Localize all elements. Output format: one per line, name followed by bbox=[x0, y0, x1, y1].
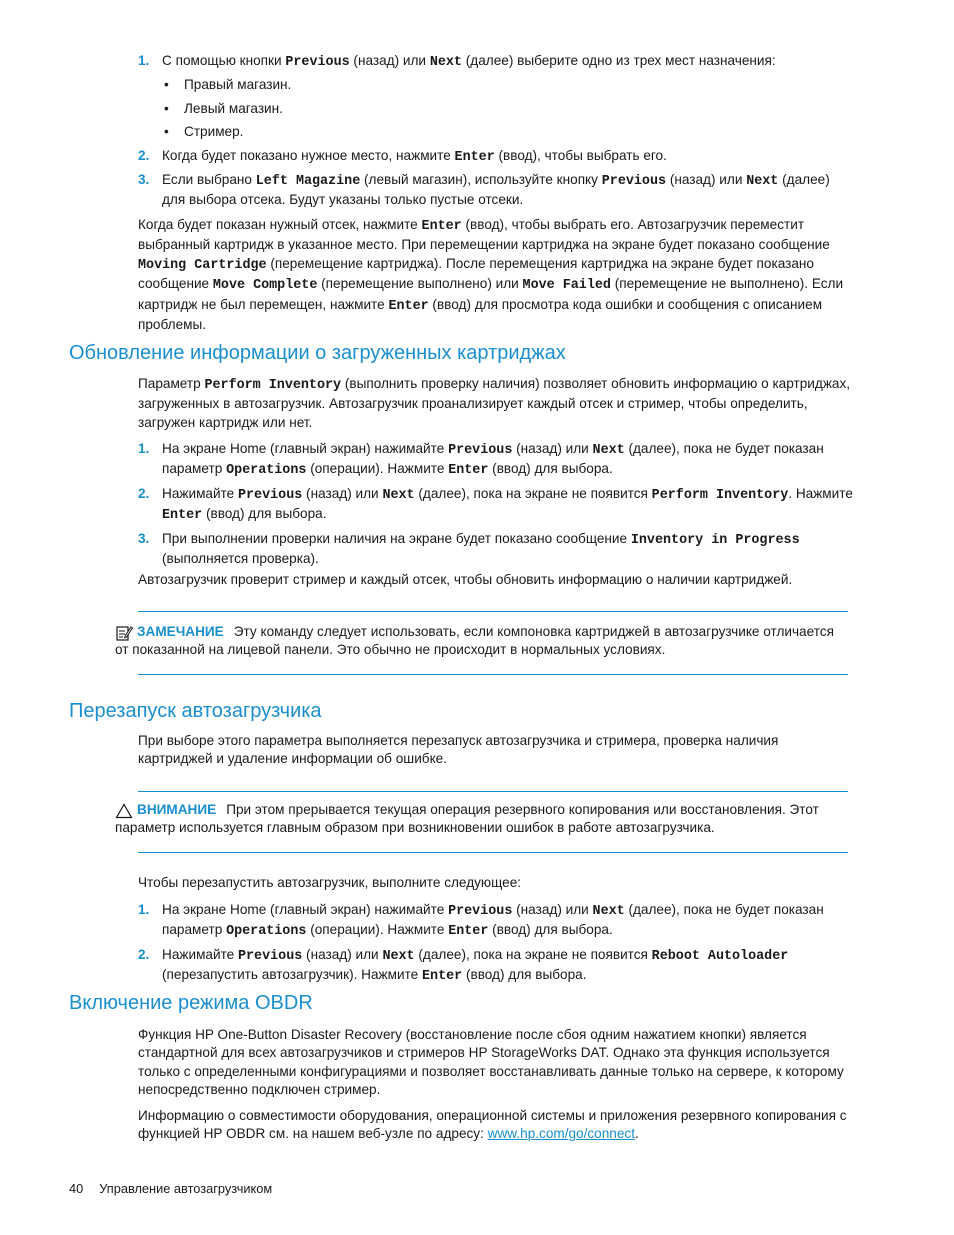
item-number: 2. bbox=[138, 485, 150, 501]
list-item: 3. При выполнении проверки наличия на экране будет показано сообщение Inventory in Progress (выполняется проверка). bbox=[138, 530, 800, 567]
note-text: Эту команду следует использовать, если компоновка картриджей в автозагрузчике отличается от показанной на лицевой панели. Это обычно не происходит в нормальных условиях. bbox=[115, 624, 834, 658]
list-item: 1. С помощью кнопки Previous (назад) или Next (далее) выберите одно из трех мест назначения: • Правый магазин. • Левый магазин. • Стример. bbox=[138, 52, 853, 142]
inventory-steps bbox=[138, 440, 853, 572]
item-number: 1. bbox=[138, 441, 150, 456]
bullet-item: • Правый магазин. bbox=[162, 76, 853, 94]
note-block bbox=[115, 623, 850, 660]
list-item: 2. Когда будет показано нужное место, нажмите Enter (ввод), чтобы выбрать его. bbox=[138, 147, 667, 165]
item-number: 1. bbox=[138, 902, 150, 917]
move-paragraph: Когда будет показан нужный отсек, нажмите Enter (ввод), чтобы выбрать его. Автозагрузчик переместит выбранный картридж в указанное место. При перемещении картриджа на экране будет показано сообщение Moving Cartridge (перемещение картриджа). После перемещения картриджа на экране будет показано сообщение Move Complete (перемещение выполнено) или Move Failed (перемещение не выполнено). Если картридж не был перемещен, нажмите Enter (ввод) для просмотра кода ошибки и сообщения с описанием проблемы. bbox=[138, 217, 844, 333]
bullet-item: • Стример. bbox=[162, 123, 853, 141]
reboot-lead: Чтобы перезапустить автозагрузчик, выполните следующее: bbox=[138, 875, 522, 890]
note-label: ЗАМЕЧАНИЕ bbox=[137, 624, 224, 639]
inventory-outro: Автозагрузчик проверит стример и каждый отсек, чтобы обновить информацию о наличии картриджей. bbox=[138, 572, 793, 587]
caution-block bbox=[115, 801, 850, 838]
obdr-paragraph-1: Функция HP One-Button Disaster Recovery (восстановление после сбоя одним нажатием кнопки) является стандартной для всех автозагрузчиков и стримеров HP StorageWorks DAT. Однако эта функция используется только с определенными конфигурациями и позволяет восстанавливать данные только на сервере, к которому непосредственно подключен стример. bbox=[138, 1027, 844, 1098]
page-number: 40 bbox=[69, 1181, 84, 1196]
list-item: 2. Нажимайте Previous (назад) или Next (далее), пока на экране не появится Reboot Autoloader (перезапустить автозагрузчик). Нажмите Enter (ввод) для выбора. bbox=[138, 946, 789, 985]
section-title-obdr: Включение режима OBDR bbox=[69, 992, 313, 1014]
destination-bullets bbox=[162, 76, 853, 141]
list-item: 2. Нажимайте Previous (назад) или Next (далее), пока на экране не появится Perform Inventory. Нажмите Enter (ввод) для выбора. bbox=[138, 485, 853, 524]
section-title-inventory: Обновление информации о загруженных картриджах bbox=[69, 342, 566, 364]
caution-text: При этом прерывается текущая операция резервного копирования или восстановления. Этот параметр используется главным образом при возникновении ошибок в работе автозагрузчика. bbox=[115, 802, 819, 836]
caution-top-rule bbox=[138, 791, 848, 792]
reboot-intro: При выборе этого параметра выполняется перезапуск автозагрузчика и стримера, проверка наличия картриджей и удаление информации об ошибке. bbox=[138, 733, 779, 767]
obdr-paragraph-2: Информацию о совместимости оборудования, операционной системы и приложения резервного копирования с функцией HP OBDR см. на нашем веб-узле по адресу: www.hp.com/go/connect. bbox=[138, 1108, 847, 1142]
top-numbered-list bbox=[138, 52, 853, 214]
caution-bottom-rule bbox=[138, 852, 848, 853]
list-item: 3. Если выбрано Left Magazine (левый магазин), используйте кнопку Previous (назад) или Next (далее) для выбора отсека. Будут указаны только пустые отсеки. bbox=[138, 172, 830, 208]
reboot-steps bbox=[138, 901, 853, 991]
hp-connect-link[interactable]: www.hp.com/go/connect bbox=[487, 1126, 635, 1142]
page-footer bbox=[69, 1180, 272, 1198]
caution-label: ВНИМАНИЕ bbox=[137, 802, 217, 817]
item-number: 3. bbox=[138, 530, 150, 546]
item-number: 2. bbox=[138, 147, 150, 163]
inventory-intro: Параметр Perform Inventory (выполнить проверку наличия) позволяет обновить информацию о картриджах, загруженных в автозагрузчик. Автозагрузчик проанализирует каждый отсек и стример, чтобы определить, загружен картридж или нет. bbox=[138, 376, 851, 430]
caution-triangle-icon bbox=[115, 802, 133, 820]
item-number: 3. bbox=[138, 172, 150, 188]
footer-section-name: Управление автозагрузчиком bbox=[99, 1181, 273, 1196]
note-top-rule bbox=[138, 611, 848, 612]
bullet-item: • Левый магазин. bbox=[162, 100, 853, 118]
section-title-reboot: Перезапуск автозагрузчика bbox=[69, 700, 322, 722]
note-bottom-rule bbox=[138, 674, 848, 675]
item-number: 1. bbox=[138, 53, 150, 68]
note-icon bbox=[115, 624, 133, 642]
list-item: 1. На экране Home (главный экран) нажимайте Previous (назад) или Next (далее), пока не будет показан параметр Operations (операции). Нажмите Enter (ввод) для выбора. bbox=[138, 441, 824, 479]
item-number: 2. bbox=[138, 946, 150, 962]
list-item: 1. На экране Home (главный экран) нажимайте Previous (назад) или Next (далее), пока не будет показан параметр Operations (операции). Нажмите Enter (ввод) для выбора. bbox=[138, 902, 824, 940]
